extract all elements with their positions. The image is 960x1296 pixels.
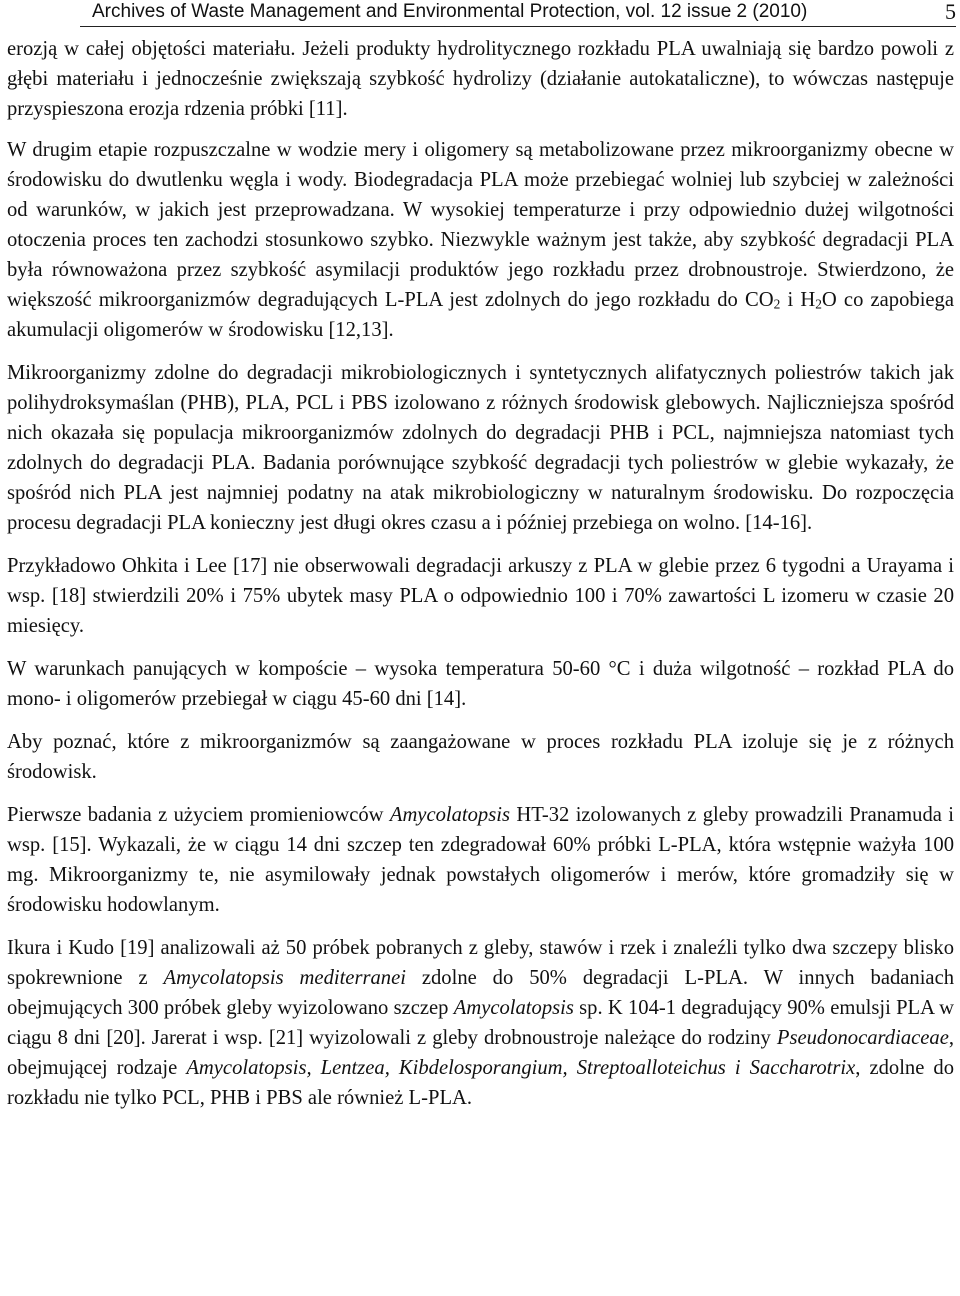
text-run: Mikroorganizmy zdolne do degradacji mikrobiologicznych i syntetycznych alifatycznych poliestrów takich jak polihydroksymaślan (PHB), PLA, PCL i PBS izolowano z różnych środowisk glebowych. Najliczniejsza spośród nich okazała się populacja mikroorganizmów zdolnych do degradacji PHB i PCL, najmniejsza natomiast tych zdolnych do degradacji PLA. Badania porównujące szybkość degradacji tych poliestrów w glebie wykazały, że spośród nich PLA jest najmniej podatny na atak mikrobiologiczny w naturalnym środowisku. Do rozpoczęcia procesu degradacji PLA konieczny jest długi okres czasu a i później przebiega on wolno. [14-16]. (7, 362, 954, 534)
text-run: Przykładowo Ohkita i Lee [17] nie obserwowali degradacji arkuszy z PLA w glebie przez 6 tygodni a Urayama i wsp. [18] stwierdzili 20% i 75% ubytek masy PLA o odpowiednio 100 i 70% zawartości L izomeru w czasie 20 miesięcy. (7, 555, 954, 637)
subscript: 2 (815, 296, 822, 312)
running-header (80, 0, 956, 27)
text-run: erozją w całej objętości materiału. Jeżeli produkty hydrolitycznego rozkładu PLA uwalniają się bardzo powoli z głębi materiału i jednocześnie zwiększają szybkość hydrolizy (działanie autokataliczne), to wówczas następuje przyspieszona erozja rdzenia próbki [11]. (7, 38, 954, 120)
italic-taxon: Amycolatopsis (389, 804, 510, 826)
text-run: Pierwsze badania z użyciem promieniowców (7, 804, 390, 826)
text-run: zdolne do 50% degradacji L-PLA. W innych badaniach obejmujących 300 próbek gleby wyizolowano szczep (7, 967, 955, 1019)
journal-citation: Archives of Waste Management and Environmental Protection, vol. 12 issue 2 (2010) (92, 1, 808, 22)
italic-taxon: Pseudonocardiaceae (776, 1027, 949, 1049)
paragraph (7, 34, 954, 124)
text-run: i H (780, 289, 816, 311)
paragraph (7, 135, 954, 345)
italic-taxon: Amycolatopsis, Lentzea, Kibdelosporangium, Streptoalloteichus i Saccharotrix (186, 1057, 856, 1079)
paragraph (7, 358, 954, 538)
text-run: W drugim etapie rozpuszczalne w wodzie mery i oligomery są metabolizowane przez mikroorganizmy obecne w środowisku do dwutlenku węgla i wody. Biodegradacja PLA może przebiegać wolniej lub szybciej w zależności od warunków, w jakich jest przeprowadzana. W wysokiej temperaturze i przy odpowiednio dużej wilgotności otoczenia proces ten zachodzi stosunkowo szybko. Niezwykle ważnym jest także, aby szybkość degradacji PLA była równoważona przez szybkość asymilacji produktów jego rozkładu przez drobnoustroje. Stwierdzono, że większość mikroorganizmów degradujących L-PLA jest zdolnych do jego rozkładu do CO (7, 139, 954, 311)
article-body (7, 34, 954, 1126)
text-run: , obejmującej rodzaje (7, 1027, 954, 1079)
text-run: Ikura i Kudo [19] analizowali aż 50 próbek pobranych z gleby, stawów i rzek i znaleźli tylko dwa szczepy blisko spokrewnione z (7, 937, 954, 989)
paragraph (7, 551, 954, 641)
text-run: HT-32 izolowanych z gleby prowadzili Pranamuda i wsp. [15]. Wykazali, że w ciągu 14 dni szczep ten zdegradował 60% próbki L-PLA, która wstępnie ważyła 100 mg. Mikroorganizmy te, nie asymilowały jednak powstałych oligomerów i merów, które gromadziły się w środowisku hodowlanym. (7, 804, 954, 916)
text-run: W warunkach panujących w kompoście – wysoka temperatura 50-60 °C i duża wilgotność – rozkład PLA do mono- i oligomerów przebiegał w ciągu 45-60 dni [14]. (7, 658, 954, 710)
paragraph (7, 727, 954, 787)
text-run: O co zapobiega akumulacji oligomerów w środowisku [12,13]. (7, 289, 954, 341)
text-run: Aby poznać, które z mikroorganizmów są zaangażowane w proces rozkładu PLA izoluje się je z różnych środowisk. (7, 731, 954, 783)
italic-taxon: Amycolatopsis mediterranei (163, 967, 406, 989)
text-run: , zdolne do rozkładu nie tylko PCL, PHB i PBS ale również L-PLA. (7, 1057, 955, 1109)
paragraph (7, 800, 954, 920)
paragraph (7, 933, 954, 1113)
page-number: 5 (945, 0, 956, 24)
text-run: sp. K 104-1 degradujący 90% emulsji PLA w ciągu 8 dni [20]. Jarerat i wsp. [21] wyizolowali z gleby drobnoustroje należące do rodziny (7, 997, 954, 1049)
subscript: 2 (773, 296, 781, 312)
paragraph (7, 654, 954, 714)
italic-taxon: Amycolatopsis (453, 997, 574, 1019)
